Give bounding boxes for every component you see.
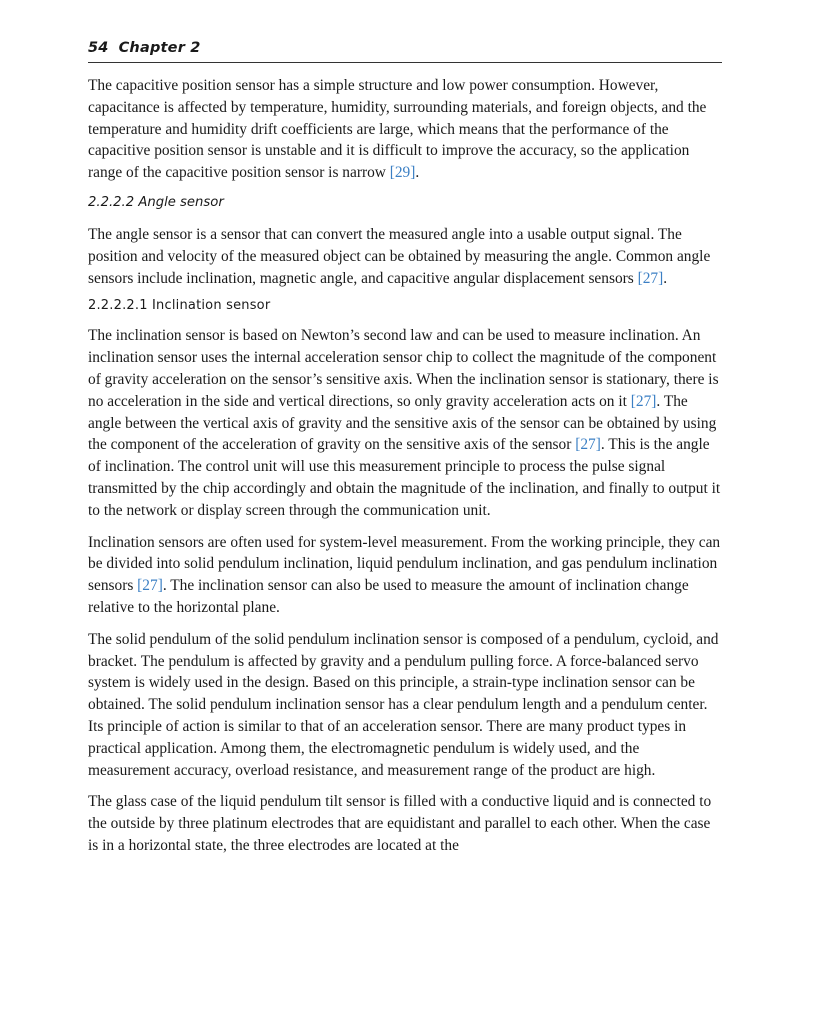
citation-link[interactable]: [27] <box>575 436 601 454</box>
chapter-title: Chapter 2 <box>118 40 201 56</box>
citation-link[interactable]: [27] <box>637 269 664 287</box>
paragraph-tail: . <box>415 164 420 182</box>
paragraph-liquid-pendulum: The glass case of the liquid pendulum tilt sensor is filled with a conductive liquid and is connected to the outside by three platinum electrodes that are equidistant and parallel to each other. When the case is in a horizontal state, the three electrodes are located at the <box>88 793 712 854</box>
paragraph-text: . The inclination sensor can also be used to measure the amount of inclination change relative to the horizontal plane. <box>88 577 689 616</box>
citation-link[interactable]: [27] <box>137 577 163 595</box>
paragraph-text: The capacitive position sensor has a simple structure and low power consumption. However, capacitance is affected by temperature, humidity, surrounding materials, and foreign objects, and the temperature and humidity drift coefficients are large, which means that the performance of the capacitive position sensor is unstable and it is difficult to improve the accuracy, so the application range of the capacitive position sensor is narrow <box>88 77 707 182</box>
paragraph-inclination-types <box>88 532 722 619</box>
citation-link[interactable]: [29] <box>389 164 416 182</box>
paragraph-text: The inclination sensor is based on Newton’s second law and can be used to measure inclination. An inclination sensor uses the internal acceleration sensor chip to collect the magnitude of the component of gravity acceleration on the sensor’s sensitive axis. When the inclination sensor is stationary, there is no acceleration in the side and vertical directions, so only gravity acceleration acts on it <box>88 327 719 410</box>
paragraph-capacitive <box>88 75 722 184</box>
paragraph-text: . This is the angle of inclination. The control unit will use this measurement principle to process the pulse signal transmitted by the chip accordingly and obtain the magnitude of the inclination, and finally to output it to the network or display screen through the communication unit. <box>88 436 721 519</box>
paragraph-tail: . <box>663 269 668 287</box>
paragraph-solid-pendulum: The solid pendulum of the solid pendulum inclination sensor is composed of a pendulum, cycloid, and bracket. The pendulum is affected by gravity and a pendulum pulling force. A force-balanced servo system is widely used in the design. Based on this principle, a strain-type inclination sensor can be obtained. The solid pendulum inclination sensor has a clear pendulum length and a pendulum center. Its principle of action is similar to that of an acceleration sensor. There are many product types in practical application. Among them, the electromagnetic pendulum is widely used, and the measurement accuracy, overload resistance, and measurement range of the product are high. <box>88 630 719 779</box>
paragraph-angle-sensor <box>88 224 722 289</box>
page <box>88 38 722 857</box>
paragraph-inclination-principle <box>88 325 722 521</box>
paragraph-text: Inclination sensors are often used for system-level measurement. From the working principle, they can be divided into solid pendulum inclination, liquid pendulum inclination, and gas pendulum inclination sensors <box>88 533 721 595</box>
paragraph-text: The angle sensor is a sensor that can convert the measured angle into a usable output signal. The position and velocity of the measured object can be obtained by measuring the angle. Common angle sensors include inclination, magnetic angle, and capacitive angular displacement sensors <box>88 225 711 287</box>
page-number: 54 <box>88 40 109 56</box>
section-heading-angle-sensor: 2.2.2.2 Angle sensor <box>88 194 224 210</box>
citation-link[interactable]: [27] <box>630 392 657 410</box>
subsection-heading-inclination-sensor: 2.2.2.2.1 Inclination sensor <box>88 298 271 314</box>
paragraph-text: . The angle between the vertical axis of gravity and the sensitive axis of the sensor can be obtained by using the component of the acceleration of gravity on the sensitive axis of the sensor <box>88 392 717 454</box>
running-header <box>88 38 722 63</box>
